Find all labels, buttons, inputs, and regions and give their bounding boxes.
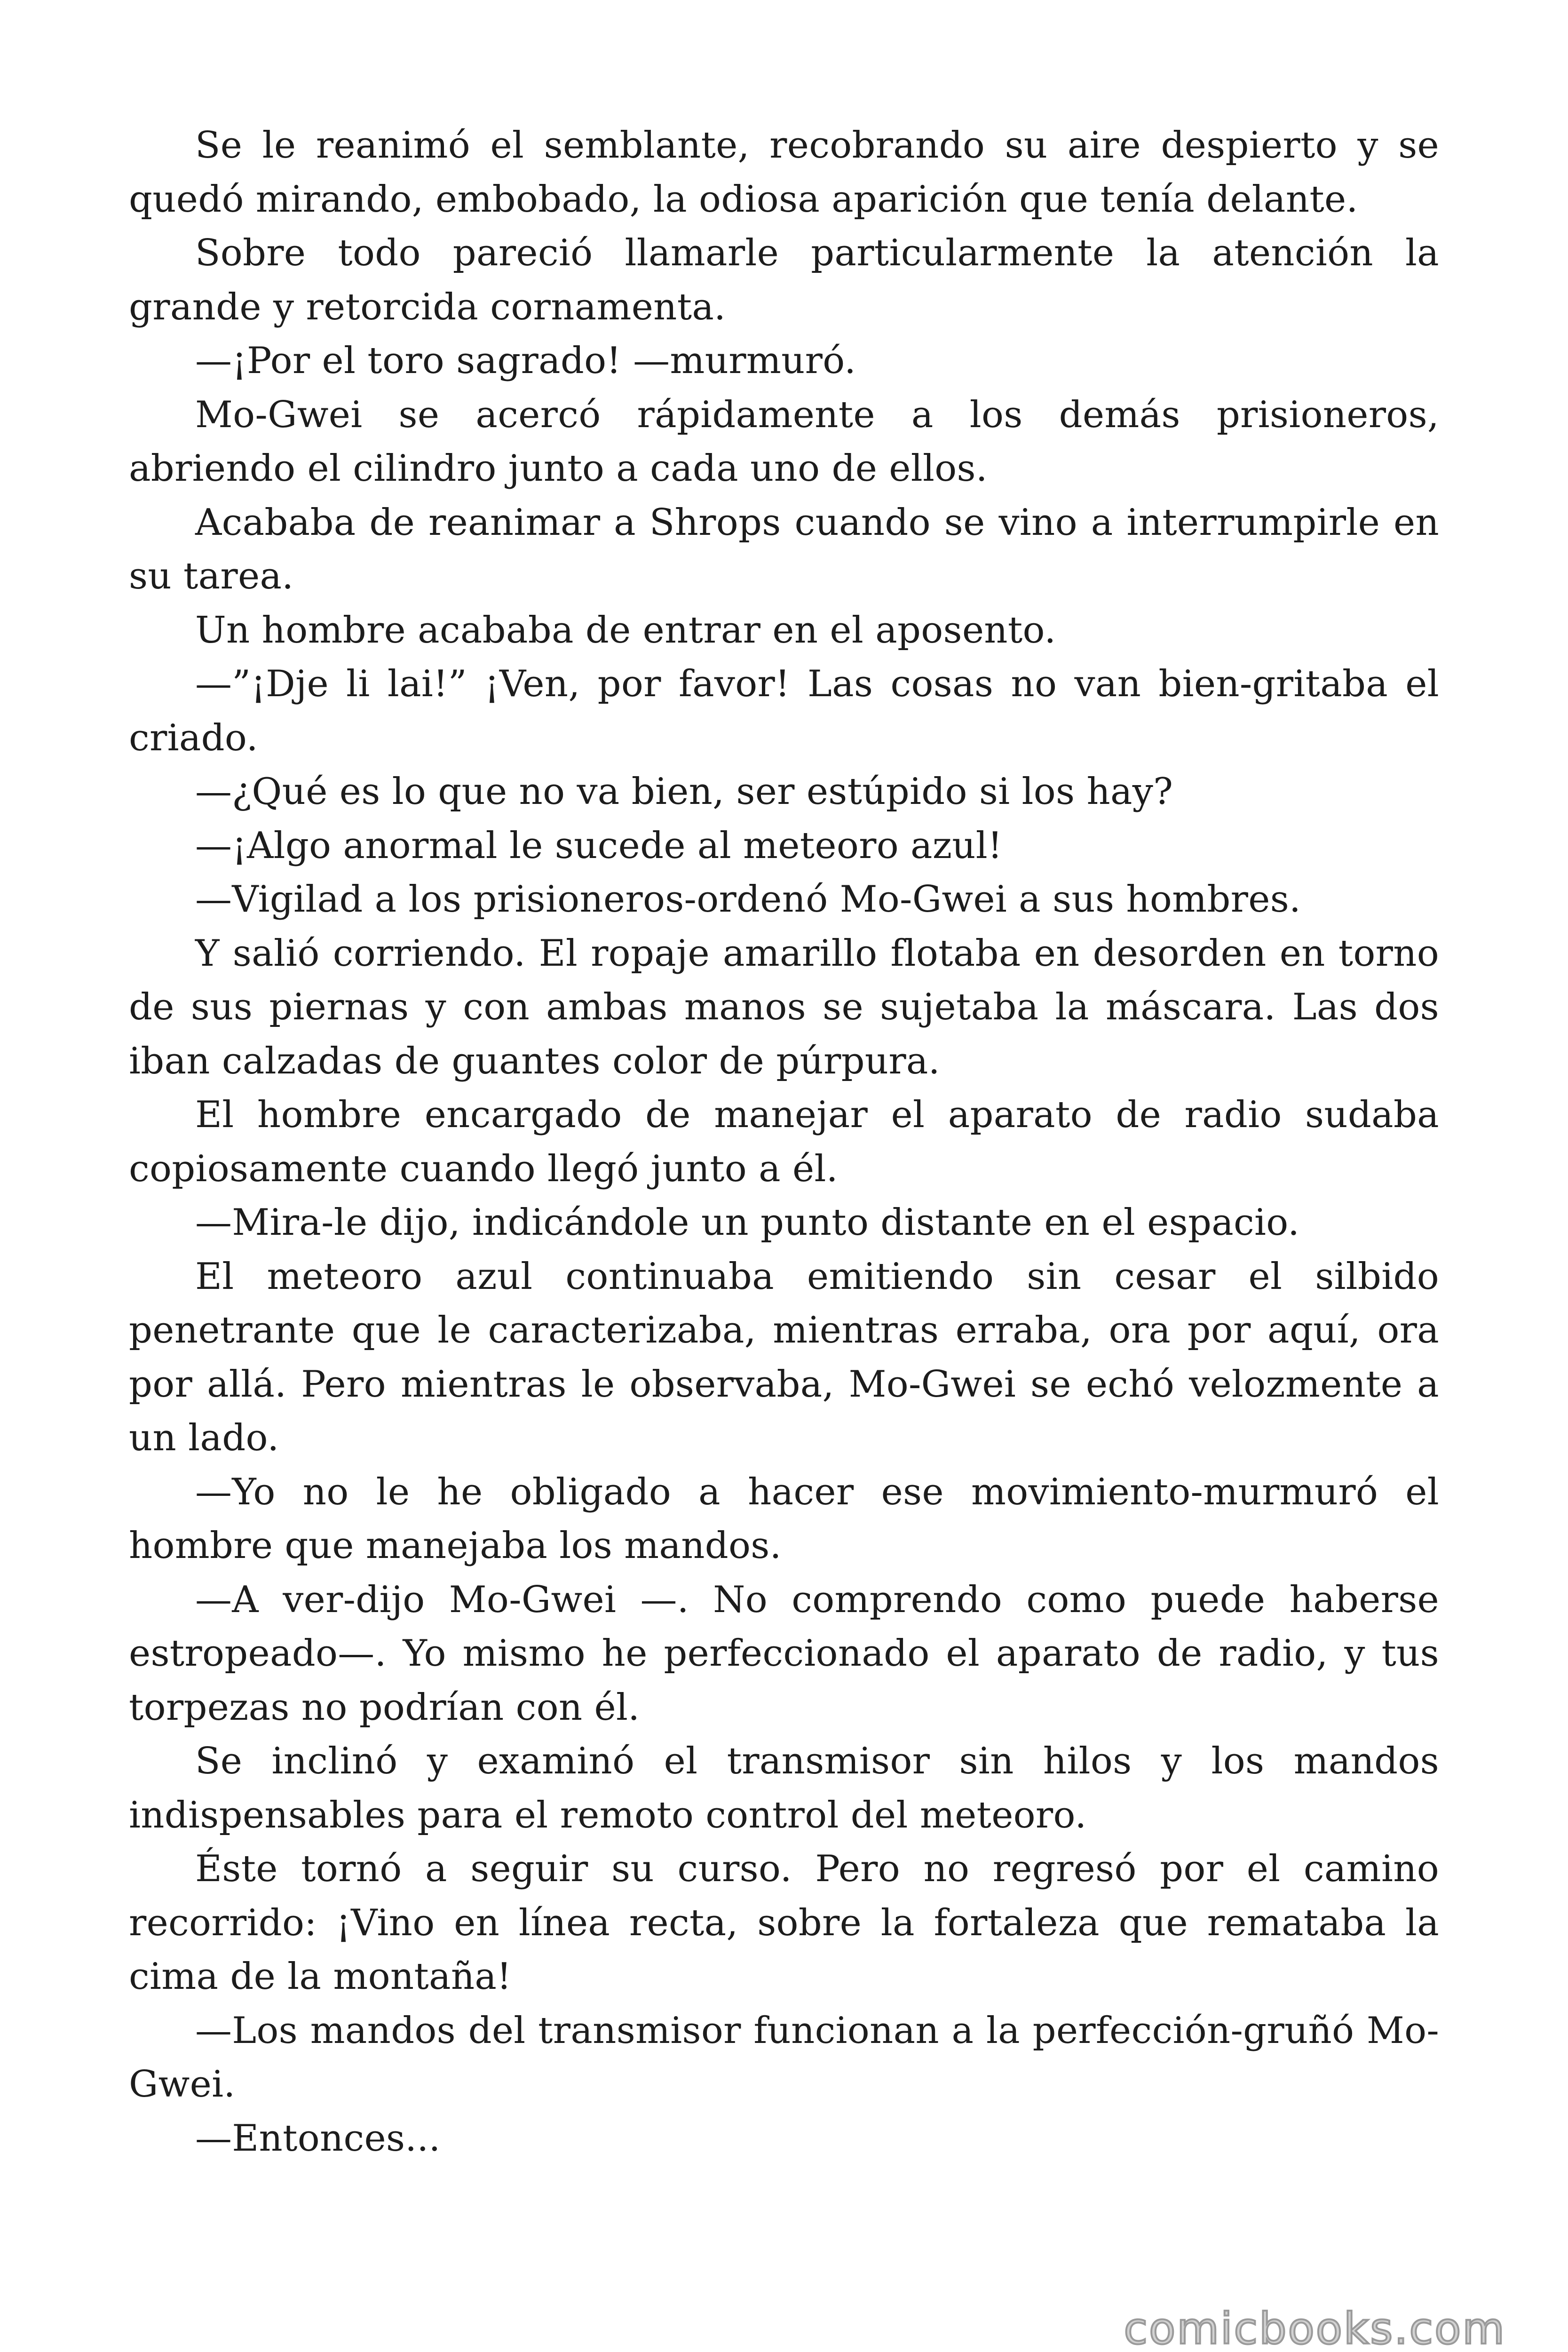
paragraph: —Los mandos del transmisor funcionan a la perfección-gruñó Mo-Gwei. (129, 2009, 1439, 2106)
page-body (129, 119, 1439, 2165)
paragraph: —Entonces... (195, 2117, 441, 2160)
paragraph: —¡Algo anormal le sucede al meteoro azul! (195, 824, 1003, 867)
paragraph: Se inclinó y examinó el transmisor sin hilos y los mandos indispensables para el remoto control del meteoro. (129, 1740, 1439, 1836)
paragraph: —”¡Dje li lai!” ¡Ven, por favor! Las cosas no van bien-gritaba el criado. (129, 663, 1439, 759)
paragraph: Y salió corriendo. El ropaje amarillo flotaba en desorden en torno de sus piernas y con ambas manos se sujetaba la máscara. Las dos iban calzadas de guantes color de púrpura. (129, 932, 1439, 1082)
paragraph: Éste tornó a seguir su curso. Pero no regresó por el camino recorrido: ¡Vino en línea recta, sobre la fortaleza que remataba la cima de la montaña! (129, 1848, 1439, 1998)
paragraph: —¡Por el toro sagrado! —murmuró. (195, 340, 856, 382)
paragraph: —A ver-dijo Mo-Gwei —. No comprendo como puede haberse estropeado—. Yo mismo he perfeccionado el aparato de radio, y tus torpezas no podrían con él. (129, 1578, 1439, 1729)
paragraph: El meteoro azul continuaba emitiendo sin cesar el silbido penetrante que le caracterizaba, mientras erraba, ora por aquí, ora por allá. Pero mientras le observaba, Mo-Gwei se echó velozmente a un lado. (129, 1255, 1439, 1459)
watermark: comicbooks.com (1124, 2304, 1506, 2352)
paragraph: El hombre encargado de manejar el aparato de radio sudaba copiosamente cuando llegó junto a él. (129, 1094, 1439, 1190)
paragraph: Sobre todo pareció llamarle particularmente la atención la grande y retorcida cornamenta. (129, 232, 1439, 328)
paragraph: Mo-Gwei se acercó rápidamente a los demás prisioneros, abriendo el cilindro junto a cada uno de ellos. (129, 393, 1439, 490)
paragraph: —Mira-le dijo, indicándole un punto distante en el espacio. (195, 1201, 1300, 1244)
paragraph: Acababa de reanimar a Shrops cuando se vino a interrumpirle en su tarea. (129, 501, 1439, 597)
paragraph: —¿Qué es lo que no va bien, ser estúpido si los hay? (195, 771, 1173, 813)
paragraph: —Vigilad a los prisioneros-ordenó Mo-Gwei a sus hombres. (195, 878, 1301, 921)
paragraph: —Yo no le he obligado a hacer ese movimiento-murmuró el hombre que manejaba los mandos. (129, 1470, 1439, 1567)
paragraph: Un hombre acababa de entrar en el aposento. (195, 609, 1056, 652)
paragraph: Se le reanimó el semblante, recobrando su aire despierto y se quedó mirando, embobado, la odiosa aparición que tenía delante. (129, 124, 1439, 221)
